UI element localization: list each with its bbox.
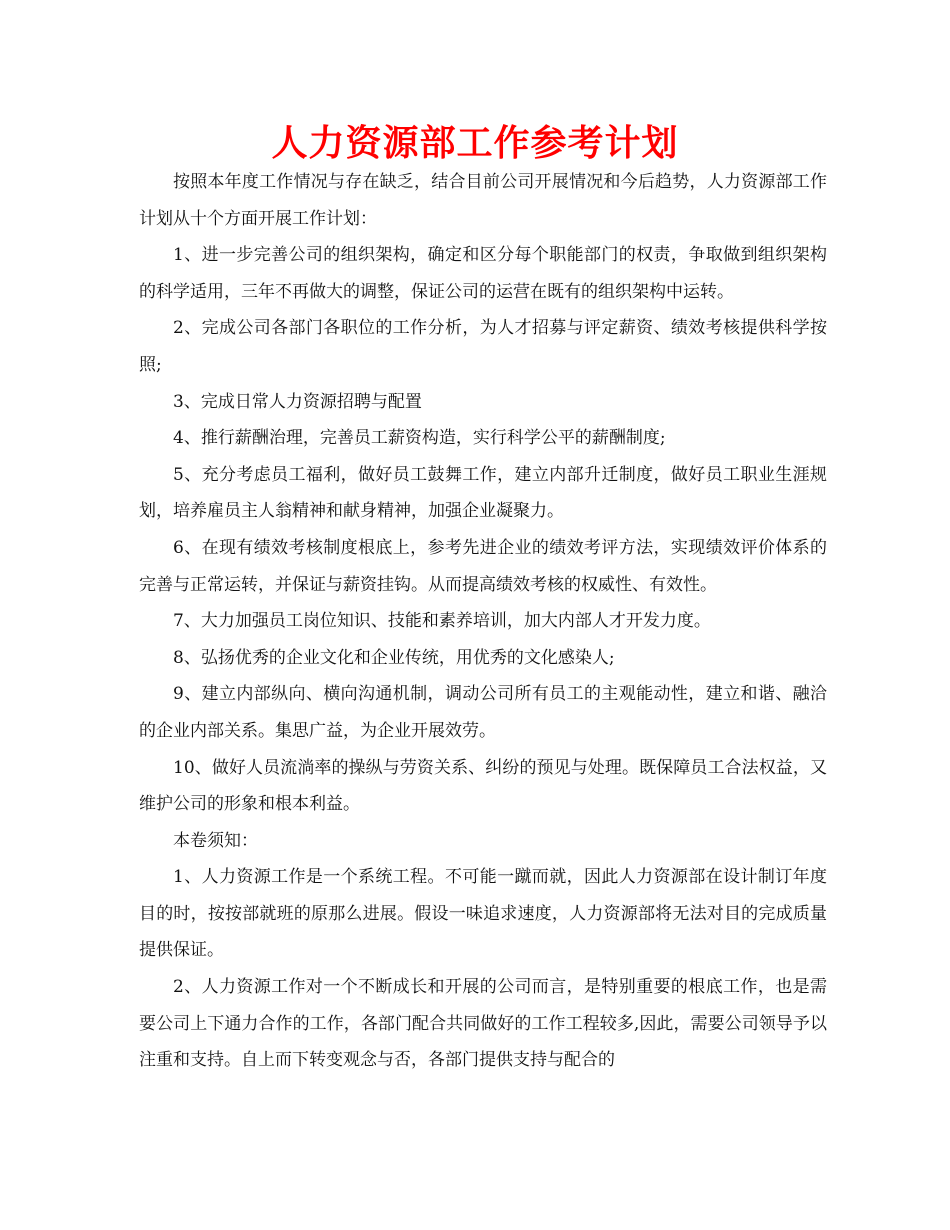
plan-item-4: 4、推行薪酬治理，完善员工薪资构造，实行科学公平的薪酬制度; [173,428,666,449]
plan-item-10: 10、做好人员流淌率的操纵与劳资关系、纠纷的预见与处理。既保障员工合法权益，又维护公司的形象和根本利益。 [139,757,827,815]
plan-item-2: 2、完成公司各部门各职位的工作分析，为人才招募与评定薪资、绩效考核提供科学按照; [139,318,827,375]
plan-item-9: 9、建立内部纵向、横向沟通机制，调动公司所有员工的主观能动性，建立和谐、融洽的企业内部关系。集思广益，为企业开展效劳。 [139,684,827,741]
plan-item-6: 6、在现有绩效考核制度根底上，参考先进企业的绩效考评方法，实现绩效评价体系的完善与正常运转，并保证与薪资挂钩。从而提高绩效考核的权威性、有效性。 [139,537,827,595]
document-title: 人力资源部工作参考计划 [271,123,679,164]
plan-item-5: 5、充分考虑员工福利，做好员工鼓舞工作，建立内部升迁制度，做好员工职业生涯规划，培养雇员主人翁精神和献身精神，加强企业凝聚力。 [139,464,827,522]
plan-item-3: 3、完成日常人力资源招聘与配置 [173,391,422,412]
plan-item-7: 7、大力加强员工岗位知识、技能和素养培训，加大内部人才开发力度。 [173,611,711,632]
plan-item-8: 8、弘扬优秀的企业文化和企业传统，用优秀的文化感染人; [173,647,615,668]
notes-heading: 本卷须知： [173,830,258,851]
document-body [139,164,827,1079]
note-item-2: 2、人力资源工作对一个不断成长和开展的公司而言，是特别重要的根底工作，也是需要公司上下通力合作的工作，各部门配合共同做好的工作工程较多,因此，需要公司领导予以注重和支持。自上而下转变观念与否，各部门提供支持与配合的 [139,977,827,1071]
note-item-1: 1、人力资源工作是一个系统工程。不可能一蹴而就，因此人力资源部在设计制订年度目的时，按按部就班的原那么进展。假设一味追求速度，人力资源部将无法对目的完成质量提供保证。 [139,867,827,961]
intro-paragraph: 按照本年度工作情况与存在缺乏，结合目前公司开展情况和今后趋势，人力资源部工作计划从十个方面开展工作计划： [139,172,827,229]
plan-item-1: 1、进一步完善公司的组织架构，确定和区分每个职能部门的权责，争取做到组织架构的科学适用，三年不再做大的调整，保证公司的运营在既有的组织架构中运转。 [139,245,827,302]
